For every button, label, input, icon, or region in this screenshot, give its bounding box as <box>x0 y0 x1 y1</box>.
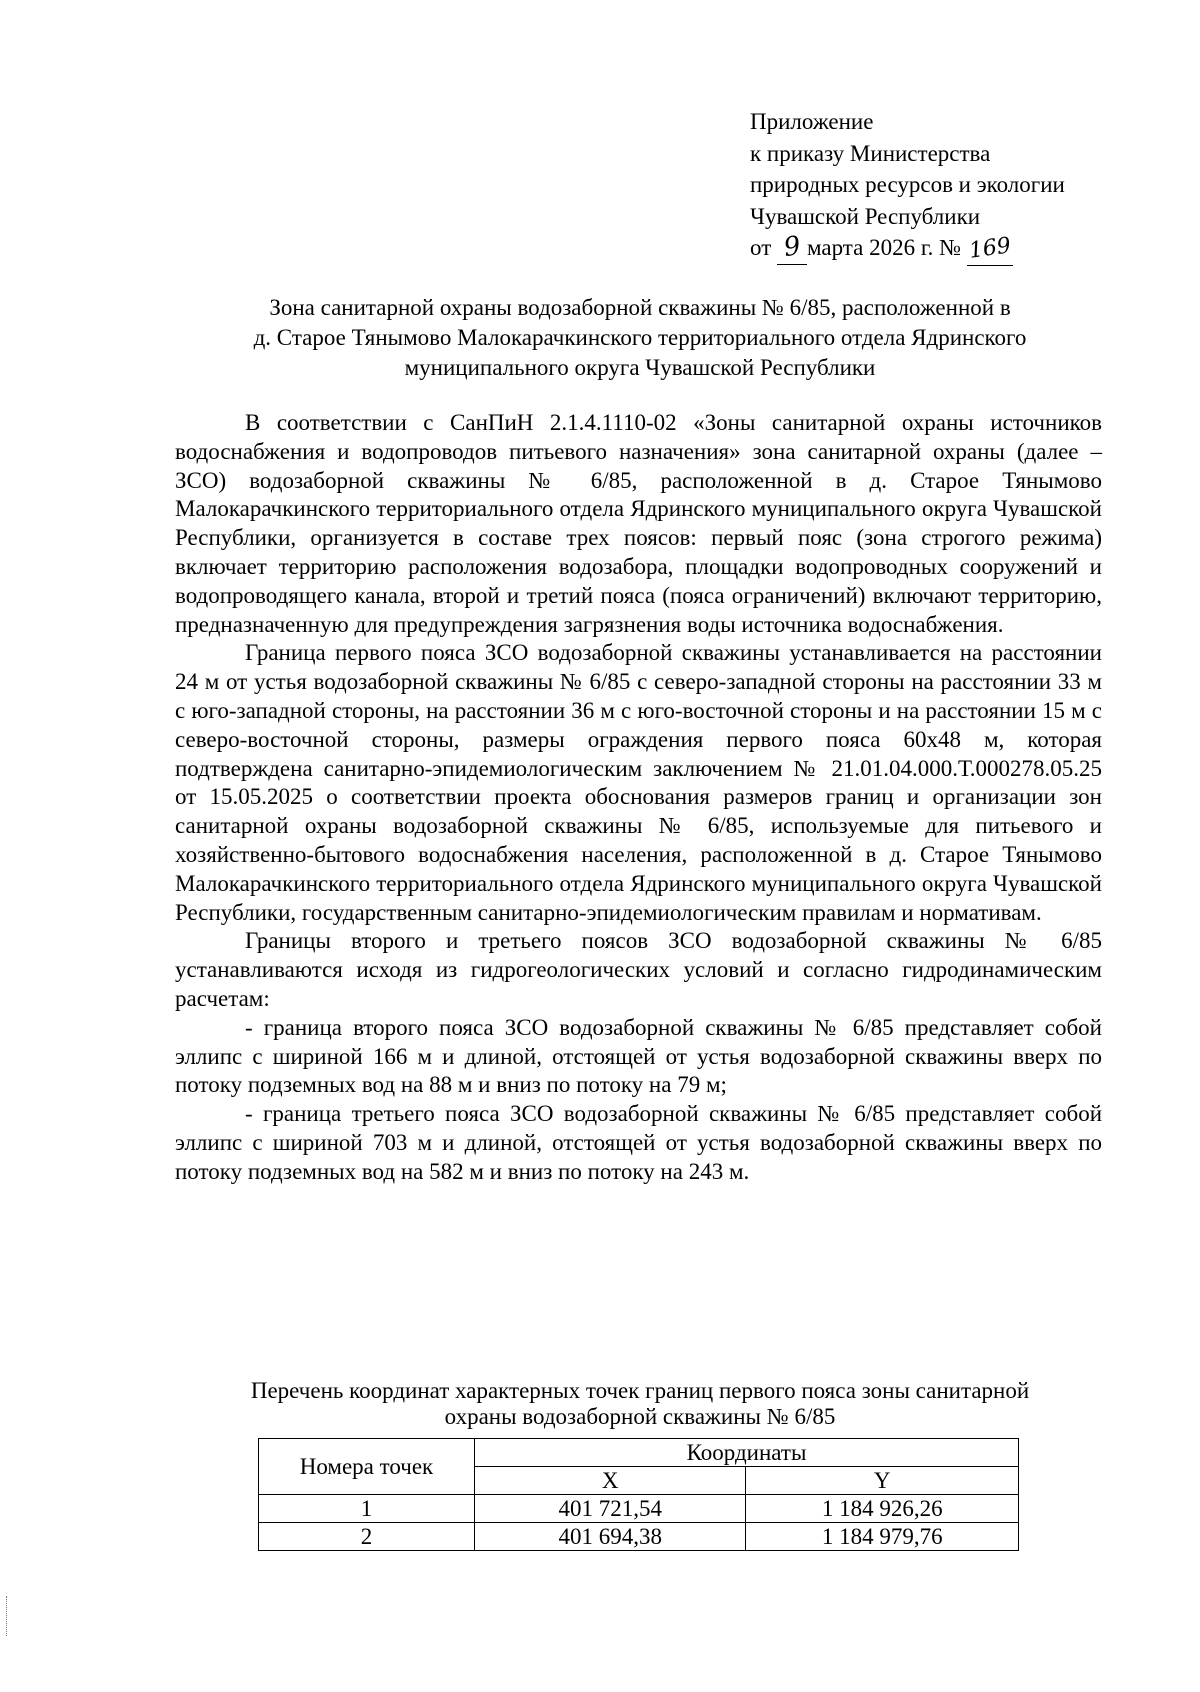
document-title <box>175 293 1105 383</box>
table-row <box>259 1523 1019 1551</box>
x-coordinate-cell: 401 721,54 <box>474 1495 746 1523</box>
paragraph-first-zone: Граница первого пояса ЗСО водозаборной скважины устанавливается на расстоянии 24 м от устья водозаборной скважины № 6/85 с северо-западной стороны на расстоянии 33 м с юго-западной стороны, на расстоянии 36 м с юго-восточной стороны и на расстоянии 15 м с северо-восточной стороны, размеры ограждения первого пояса 60х48 м, которая подтверждена санитарно-эпидемиологическим заключением № 21.01.04.000.Т.000278.05.25 от 15.05.2025 о соответствии проекта обоснования размеров границ и организации зон санитарной охраны водозаборной скважины № 6/85, используемые для питьевого и хозяйственно-бытового водоснабжения населения, расположенной в д. Старое Тянымово Малокарачкинского территориального отдела Ядринского муниципального округа Чувашской Республики, государственным санитарно-эпидемиологическим правилам и нормативам. <box>175 640 1102 925</box>
paragraph-second-third-zones: Границы второго и третьего поясов ЗСО водозаборной скважины № 6/85 устанавливаются исходя из гидрогеологических условий и согласно гидродинамическим расчетам: <box>175 928 1102 1011</box>
point-number-cell: 1 <box>259 1495 475 1523</box>
date-day-field <box>777 232 807 265</box>
order-date-line <box>750 232 1065 266</box>
paragraph-third-zone-boundary: - граница третьего пояса ЗСО водозаборной скважины № 6/85 представляет собой эллипс с шириной 703 м и длиной, отстоящей от устья водозаборной скважины вверх по потоку подземных вод на 582 м и вниз по потоку на 243 м. <box>175 1101 1102 1184</box>
header-line: Чувашской Республики <box>750 203 981 229</box>
header-line: Приложение <box>750 109 874 134</box>
header-line: к приказу Министерства <box>750 140 991 166</box>
coordinates-table <box>258 1438 1019 1551</box>
point-number-cell: 2 <box>259 1523 475 1551</box>
handwritten-day: 9 <box>781 231 803 264</box>
scan-edge-mark <box>6 1596 9 1636</box>
table-row <box>259 1495 1019 1523</box>
title-line: муниципального округа Чувашской Республики <box>404 355 876 380</box>
document-body <box>175 409 1102 1187</box>
y-coordinate-cell: 1 184 979,76 <box>746 1523 1019 1551</box>
caption-line: охраны водозаборной скважины № 6/85 <box>444 1404 836 1429</box>
paragraph-intro: В соответствии с СанПиН 2.1.4.1110-02 «Зоны санитарной охраны источников водоснабжения и водопроводов питьевого назначения» зона санитарной охраны (далее – ЗСО) водозаборной скважины № 6/85, расположенной в д. Старое Тянымово Малокарачкинского территориального отдела Ядринского муниципального округа Чувашской Республики, организуется в составе трех поясов: первый пояс (зона строгого режима) включает территорию расположения водозабора, площадки водопроводных сооружений и водопроводящего канала, второй и третий пояса (пояса ограничений) включают территорию, предназначенную для предупреждения загрязнения воды источника водоснабжения. <box>175 410 1102 637</box>
header-x: X <box>474 1467 746 1495</box>
table-caption <box>175 1378 1105 1430</box>
title-line: Зона санитарной охраны водозаборной скважины № 6/85, расположенной в <box>269 295 1011 320</box>
table-header-row <box>259 1439 1019 1467</box>
y-coordinate-cell: 1 184 926,26 <box>746 1495 1019 1523</box>
title-line: д. Старое Тянымово Малокарачкинского территориального отдела Ядринского <box>253 325 1027 350</box>
handwritten-order-number: 169 <box>967 233 1013 264</box>
header-line: природных ресурсов и экологии <box>750 172 1065 197</box>
x-coordinate-cell: 401 694,38 <box>474 1523 746 1551</box>
appendix-header <box>750 106 1065 266</box>
paragraph-second-zone-boundary: - граница второго пояса ЗСО водозаборной скважины № 6/85 представляет собой эллипс с шириной 166 м и длиной, отстоящей от устья водозаборной скважины вверх по потоку подземных вод на 88 м и вниз по потоку на 79 м; <box>175 1014 1102 1098</box>
header-y: Y <box>746 1467 1019 1495</box>
date-prefix: от <box>750 235 772 260</box>
caption-line: Перечень координат характерных точек границ первого пояса зоны санитарной <box>250 1378 1030 1403</box>
header-coordinates: Координаты <box>474 1439 1018 1467</box>
order-number-field <box>967 232 1013 266</box>
date-rest: марта 2026 г. № <box>807 235 962 260</box>
header-point-numbers: Номера точек <box>259 1439 475 1495</box>
